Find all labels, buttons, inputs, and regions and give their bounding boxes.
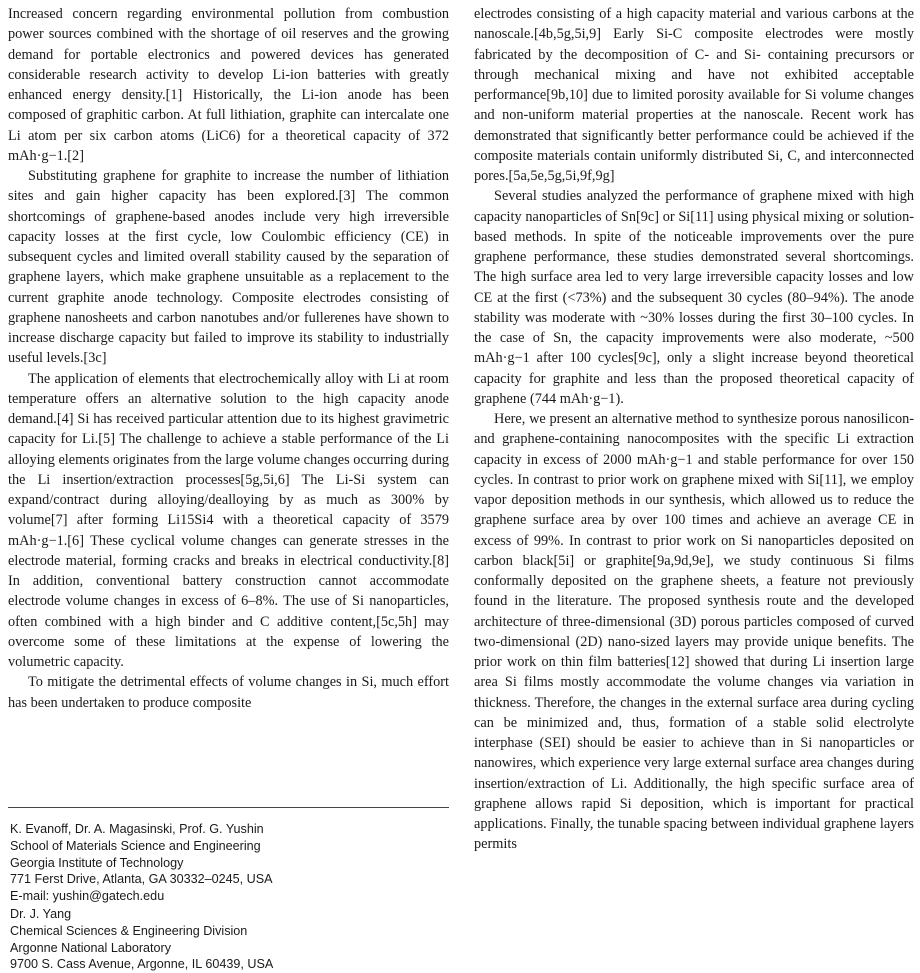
affiliation-block-1 bbox=[10, 821, 273, 905]
affiliation-institute: Georgia Institute of Technology bbox=[10, 855, 184, 870]
footnote-divider bbox=[8, 807, 449, 808]
affiliation-address: 9700 S. Cass Avenue, Argonne, IL 60439, USA bbox=[10, 957, 274, 972]
paragraph-intro: Increased concern regarding environmental pollution from combustion power sources combined with the shortage of oil reserves and the growing demand for portable electronics and powered devices has generated considerable research activity to develop Li-ion batteries with greatly enhanced energy density.[1] Historically, the Li-ion anode has been composed of graphitic carbon. At full lithiation, graphite can intercalate one Li atom per six carbon atoms (LiC6) for a theoretical capacity of 372 mAh·g−1.[2] bbox=[8, 6, 449, 164]
affiliation-block-2 bbox=[10, 906, 273, 973]
affiliation-authors: K. Evanoff, Dr. A. Magasinski, Prof. G. Yushin bbox=[10, 822, 264, 836]
affiliation-address: 771 Ferst Drive, Atlanta, GA 30332–0245, USA bbox=[10, 872, 273, 887]
paragraph-mitigate: To mitigate the detrimental effects of volume changes in Si, much effort has been undertaken to produce composite bbox=[8, 674, 449, 711]
affiliation-division: Chemical Sciences & Engineering Division bbox=[10, 923, 248, 938]
paragraph-alloying: The application of elements that electrochemically alloy with Li at room temperature offers an alternative solution to the high capacity anode demand.[4] Si has received particular attention due to its highest gravimetric capacity for Li.[5] The challenge to achieve a stable performance of the Li alloying elements originates from the large volume changes occurring during the Li insertion/extraction processes[5g,5i,6] The Li-Si system can expand/contract during alloying/dealloying by as much as 300% by volume[7] after forming Li15Si4 with a theoretical capacity of 3579 mAh·g−1.[6] These cyclical volume changes can generate stresses in the electrode material, forming cracks and breaks in electrical conductivity.[8] In addition, conventional battery construction cannot accommodate electrode volume changes in excess of 6–8%. The use of Si nanoparticles, often combined with a high binder and C additive content,[5c,5h] may overcome some of these limitations at the expense of lowering the volumetric capacity. bbox=[8, 370, 449, 670]
affiliation-school: School of Materials Science and Engineering bbox=[10, 838, 261, 853]
affiliation-email: E-mail: yushin@gatech.edu bbox=[10, 889, 165, 904]
affiliation-lab: Argonne National Laboratory bbox=[10, 940, 172, 955]
affiliation-author: Dr. J. Yang bbox=[10, 907, 72, 921]
paragraph-graphene: Substituting graphene for graphite to increase the number of lithiation sites and gain higher capacity has been explored.[3] The common shortcomings of graphene-based anodes include very high irreversible capacity losses at the first cycle, low Coulombic efficiency (CE) in subsequent cycles and limited overall stability caused by the separation of graphene layers, which make graphene unsuitable as a replacement to the current graphite anode technology. Composite electrodes consisting of graphene nanosheets and carbon nanotubes and/or fullerenes have shown to increase discharge capacity but failed to improve its stability to industrially useful levels.[3c] bbox=[8, 168, 449, 367]
paragraph-present: Here, we present an alternative method to synthesize porous nanosilicon- and graphene-containing nanocomposites with the specific Li extraction capacity in excess of 2000 mAh·g−1 and stable performance for over 150 cycles. In contrast to prior work on graphene mixed with Si[11], we employ vapor deposition methods in our synthesis, which allowed us to reduce the graphene surface area by over 100 times and achieve an average CE in excess of 99%. In contrast to prior work on Si nanoparticles deposited on carbon black[5i] or graphite[9a,9d,9e], we study continuous Si films conformally deposited on the graphene sheets, a feature not previously found in the literature. The proposed synthesis route and the developed architecture of three-dimensional (3D) porous particles composed of curved two-dimensional (2D) nano-sized layers may provide unique benefits. The prior work on thin film batteries[12] showed that during Li insertion large area Si films mostly accommodate the volume changes via variation in thickness. Therefore, the changes in the external surface area during cycling can be minimized and, thus, formation of a stable solid electrolyte interphase (SEI) should be easier to achieve than in Si nanoparticles or nanowires, which experience very large external surface area changes during insertion/extraction of Li. Additionally, the high specific surface area of graphene allows rapid Si deposition, which is important for practical applications. Finally, the tunable spacing between individual graphene layers permits bbox=[474, 411, 914, 853]
paragraph-studies: Several studies analyzed the performance of graphene mixed with high capacity nanoparticles of Sn[9c] or Si[11] using physical mixing or solution-based methods. In spite of the noticeable improvements over the pure graphene performance, these studies demonstrated several shortcomings. The high surface area led to very large irreversible capacity losses and low CE at the first (<73%) and the subsequent 30 cycles (80–94%). The anode stability was moderate with ~30% losses during the first 30–100 cycles. In the case of Sn, the capacity improvements were also moderate, ~500 mAh·g−1 after 100 cycles[9c], only a slight increase beyond theoretical capacity for graphite and less than the proposed theoretical capacity of graphene (744 mAh·g−1). bbox=[474, 188, 914, 407]
right-column bbox=[474, 4, 914, 855]
left-column bbox=[8, 4, 449, 713]
paragraph-composites: electrodes consisting of a high capacity material and various carbons at the nanoscale.[4b,5g,5i,9] Early Si-C composite electrodes were mostly fabricated by the decomposition of C- and Si- containing precursors or through mechanical mixing and have not exhibited acceptable performance[9b,10] due to limited porosity available for Si volume changes and non-uniform material properties at the nanoscale. Recent work has demonstrated that significantly better performance could be achieved if the composite materials contain uniformly distributed Si, C, and interconnected pores.[5a,5e,5g,5i,9f,9g] bbox=[474, 6, 914, 184]
